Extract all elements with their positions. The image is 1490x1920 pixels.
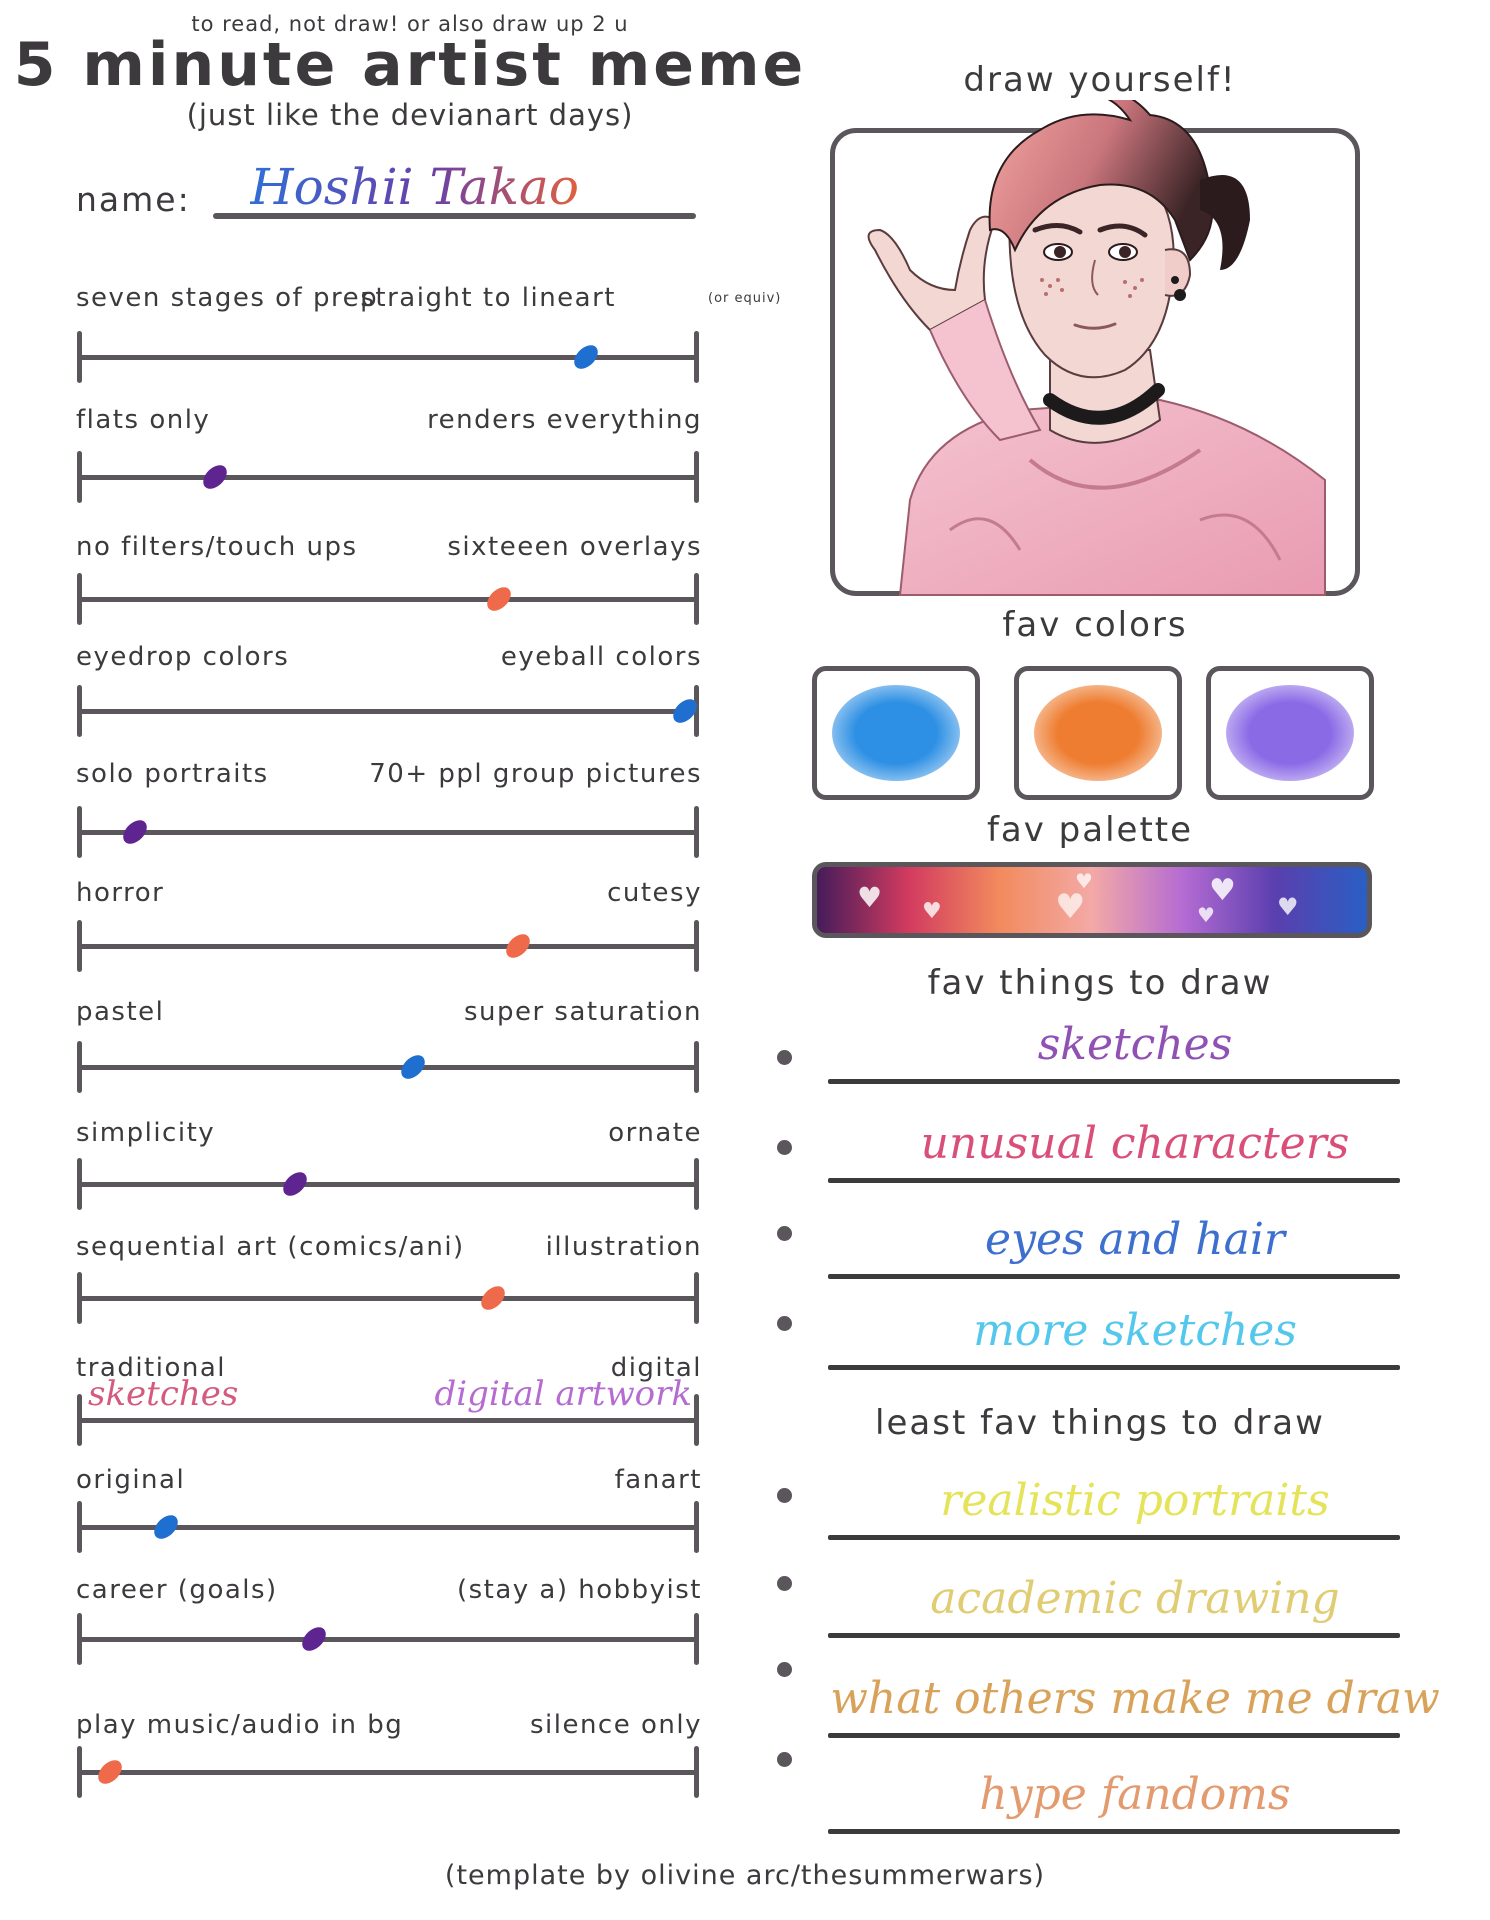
slider-track [79, 944, 697, 949]
slider-right-label: 70+ ppl group pictures [369, 759, 702, 789]
slider-track [79, 475, 697, 480]
fav-color-swatch [812, 666, 980, 800]
slider-end-cap [694, 1394, 699, 1446]
fav-color-blob [1226, 685, 1354, 781]
slider-right-label: cutesy [607, 878, 702, 908]
slider-end-cap [694, 451, 699, 503]
self-portrait-illustration [780, 100, 1380, 600]
slider-marker[interactable] [149, 1511, 182, 1544]
write-line [828, 1633, 1400, 1638]
slider-track [79, 1418, 697, 1423]
template-credit: (template by olivine arc/thesummerwars) [444, 1860, 1046, 1891]
list-item-text: sketches [1037, 1019, 1233, 1070]
slider-right-label: super saturation [463, 997, 702, 1027]
slider-end-cap [77, 451, 82, 503]
write-line [828, 1274, 1400, 1279]
slider-end-cap [694, 1041, 699, 1093]
list-item-text: unusual characters [920, 1118, 1350, 1169]
write-line [828, 1079, 1400, 1084]
slider-right-label: renders everything [427, 405, 702, 435]
list-item-text: more sketches [973, 1305, 1297, 1356]
slider-left-label: pastel [76, 997, 165, 1027]
slider-end-cap [694, 1613, 699, 1665]
slider-marker[interactable] [118, 816, 151, 849]
bullet-icon [777, 1752, 792, 1767]
heart-icon: ♥ [1075, 869, 1093, 893]
slider-left-label: sequential art (comics/ani) [76, 1232, 465, 1262]
slider-handwritten-right: digital artwork [434, 1374, 692, 1414]
slider-left-label: simplicity [76, 1118, 216, 1148]
slider-left-label: play music/audio in bg [76, 1710, 404, 1740]
slider-end-cap [694, 331, 699, 383]
heart-icon: ♥ [922, 899, 942, 924]
write-line [828, 1178, 1400, 1183]
draw-yourself-title: draw yourself! [963, 60, 1237, 100]
slider-end-cap [694, 1158, 699, 1210]
name-value: Hoshii Takao [250, 158, 579, 216]
slider-end-cap [77, 1746, 82, 1798]
least-fav-title: least fav things to draw [875, 1403, 1325, 1443]
fav-color-blob [832, 685, 960, 781]
slider-track [79, 709, 697, 714]
slider-right-label: silence only [529, 1710, 702, 1740]
write-line [828, 1733, 1400, 1738]
slider-left-label: eyedrop colors [76, 642, 290, 672]
write-line [828, 1829, 1400, 1834]
slider-end-cap [77, 1158, 82, 1210]
page-subtitle: (just like the devianart days) [186, 98, 634, 132]
slider-left-label: horror [76, 878, 165, 908]
slider-track [79, 355, 697, 360]
slider-left-label: career (goals) [76, 1575, 278, 1605]
slider-end-cap [77, 1041, 82, 1093]
name-label: name: [76, 180, 191, 219]
slider-end-cap [77, 920, 82, 972]
slider-left-label: solo portraits [76, 759, 269, 789]
slider-right-label: digital [610, 1353, 702, 1383]
write-line [828, 1365, 1400, 1370]
slider-track [79, 1182, 697, 1187]
slider-end-cap [694, 1272, 699, 1324]
slider-left-label: seven stages of prep [76, 283, 379, 313]
heart-icon: ♥ [1055, 887, 1086, 927]
slider-track [79, 830, 697, 835]
slider-left-label: no filters/touch ups [76, 532, 358, 562]
top-note: to read, not draw! or also draw up 2 u [191, 12, 629, 36]
heart-icon: ♥ [1197, 903, 1215, 927]
slider-right-label: straight to lineart [360, 283, 616, 313]
slider-end-cap [77, 331, 82, 383]
slider-right-label: illustration [545, 1232, 702, 1262]
slider-right-label: eyeball colors [500, 642, 702, 672]
fav-things-title: fav things to draw [927, 963, 1273, 1003]
write-line [828, 1535, 1400, 1540]
slider-end-cap [77, 806, 82, 858]
list-item-text: realistic portraits [940, 1475, 1330, 1526]
slider-right-label: fanart [614, 1465, 702, 1495]
slider-right-label: ornate [608, 1118, 702, 1148]
fav-colors-title: fav colors [1002, 605, 1188, 645]
slider-track [79, 1770, 697, 1775]
list-item-text: hype fandoms [979, 1769, 1291, 1820]
slider-end-cap [694, 1501, 699, 1553]
slider-right-label: sixteeen overlays [447, 532, 702, 562]
slider-handwritten-left: sketches [88, 1374, 239, 1414]
slider-left-label: traditional [76, 1353, 227, 1383]
slider-track [79, 597, 697, 602]
slider-track [79, 1296, 697, 1301]
slider-track [79, 1065, 697, 1070]
heart-icon: ♥ [857, 881, 883, 914]
slider-track [79, 1637, 697, 1642]
slider-end-cap [77, 1501, 82, 1553]
fav-palette-title: fav palette [986, 810, 1194, 850]
list-item-text: academic drawing [930, 1573, 1340, 1624]
slider-left-label: flats only [76, 405, 211, 435]
slider-right-label: (stay a) hobbyist [456, 1575, 702, 1605]
list-item-text: eyes and hair [985, 1214, 1285, 1265]
fav-color-swatch [1014, 666, 1182, 800]
heart-icon: ♥ [1277, 893, 1299, 921]
fav-color-blob [1034, 685, 1162, 781]
fav-palette-bar [812, 862, 1372, 938]
slider-right-aside: (or equiv) [708, 291, 782, 306]
slider-end-cap [694, 806, 699, 858]
heart-icon: ♥ [1209, 873, 1236, 908]
page-title: 5 minute artist meme [13, 30, 807, 100]
slider-end-cap [77, 685, 82, 737]
slider-left-label: original [76, 1465, 186, 1495]
slider-end-cap [77, 1613, 82, 1665]
slider-end-cap [694, 1746, 699, 1798]
list-item-text: what others make me draw [830, 1673, 1440, 1724]
fav-color-swatch [1206, 666, 1374, 800]
slider-end-cap [694, 920, 699, 972]
slider-end-cap [77, 1394, 82, 1446]
slider-end-cap [77, 573, 82, 625]
slider-end-cap [694, 573, 699, 625]
slider-end-cap [77, 1272, 82, 1324]
